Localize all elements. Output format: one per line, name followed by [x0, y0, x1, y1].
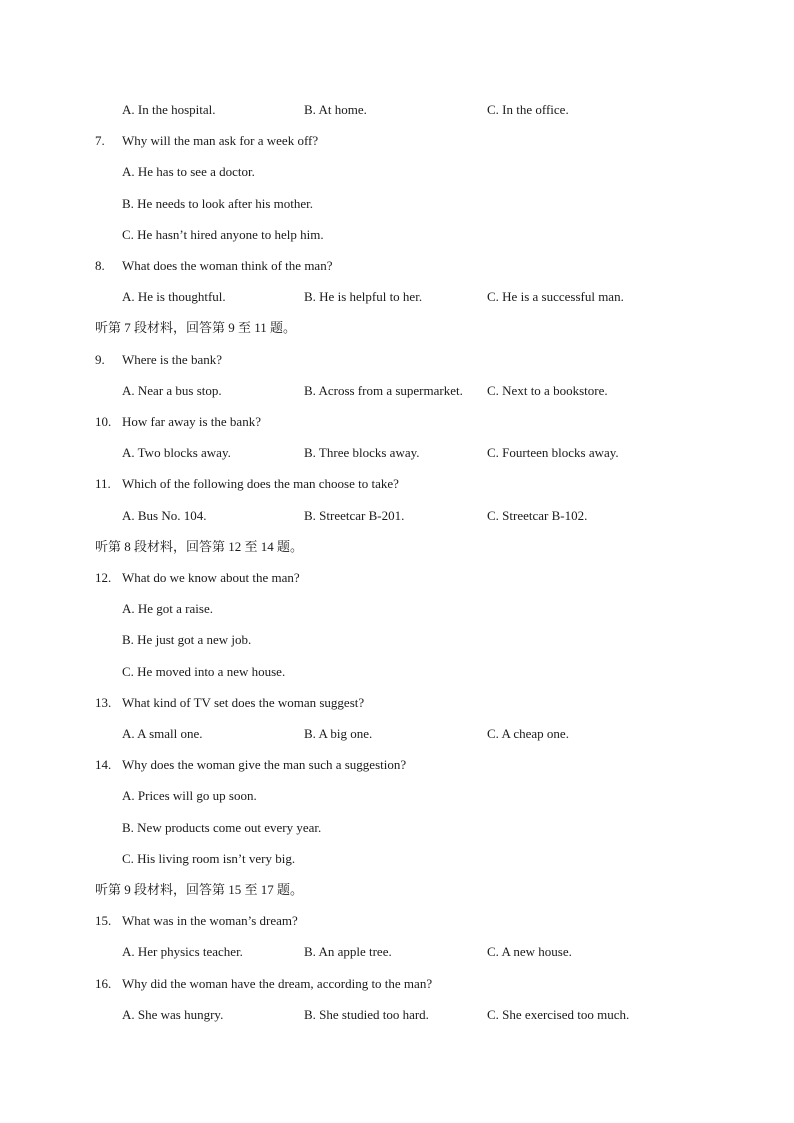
section-heading: 听第 7 段材料，回答第 9 至 11 题。: [95, 320, 297, 335]
option-a: A. A small one.: [122, 726, 203, 741]
question-text: What does the woman think of the man?: [122, 258, 333, 273]
question-text: How far away is the bank?: [122, 414, 261, 429]
option-c: C. Fourteen blocks away.: [487, 445, 619, 460]
question-number: 10.: [95, 414, 112, 429]
question-number: 12.: [95, 570, 112, 585]
option-a: A. Near a bus stop.: [122, 383, 222, 398]
answer-option: C. His living room isn’t very big.: [122, 851, 296, 866]
option-b: B. Streetcar B-201.: [304, 508, 405, 523]
option-b: B. He is helpful to her.: [304, 289, 423, 304]
option-b: B. An apple tree.: [304, 944, 392, 959]
question-number: 11.: [95, 476, 111, 491]
option-c: C. In the office.: [487, 102, 569, 117]
option-c: C. She exercised too much.: [487, 1007, 630, 1022]
option-a: A. He is thoughtful.: [122, 289, 226, 304]
option-a: A. In the hospital.: [122, 102, 216, 117]
answer-option: B. He just got a new job.: [122, 632, 252, 647]
section-heading: 听第 8 段材料，回答第 12 至 14 题。: [95, 539, 304, 554]
answer-option: C. He hasn’t hired anyone to help him.: [122, 227, 324, 242]
answer-option: C. He moved into a new house.: [122, 664, 286, 679]
question-number: 13.: [95, 695, 112, 710]
question-text: What do we know about the man?: [122, 570, 300, 585]
question-text: What kind of TV set does the woman suggest?: [122, 695, 365, 710]
question-text: Where is the bank?: [122, 352, 222, 367]
option-b: B. At home.: [304, 102, 367, 117]
option-a: A. Two blocks away.: [122, 445, 231, 460]
option-a: A. Her physics teacher.: [122, 944, 243, 959]
section-heading: 听第 9 段材料，回答第 15 至 17 题。: [95, 882, 304, 897]
option-b: B. She studied too hard.: [304, 1007, 429, 1022]
option-c: C. He is a successful man.: [487, 289, 624, 304]
question-number: 16.: [95, 976, 112, 991]
question-text: Why does the woman give the man such a suggestion?: [122, 757, 407, 772]
option-c: C. A cheap one.: [487, 726, 569, 741]
answer-option: B. He needs to look after his mother.: [122, 196, 313, 211]
question-text: Why will the man ask for a week off?: [122, 133, 319, 148]
question-number: 15.: [95, 913, 112, 928]
option-a: A. Bus No. 104.: [122, 508, 207, 523]
question-text: What was in the woman’s dream?: [122, 913, 298, 928]
question-number: 7.: [95, 133, 105, 148]
question-number: 14.: [95, 757, 112, 772]
question-number: 8.: [95, 258, 105, 273]
option-a: A. She was hungry.: [122, 1007, 224, 1022]
option-c: C. Streetcar B-102.: [487, 508, 588, 523]
question-text: Which of the following does the man choose to take?: [122, 476, 399, 491]
answer-option: A. He has to see a doctor.: [122, 164, 255, 179]
option-c: C. A new house.: [487, 944, 572, 959]
option-b: B. Three blocks away.: [304, 445, 420, 460]
option-b: B. Across from a supermarket.: [304, 383, 463, 398]
answer-option: A. Prices will go up soon.: [122, 788, 257, 803]
question-text: Why did the woman have the dream, according to the man?: [122, 976, 433, 991]
option-c: C. Next to a bookstore.: [487, 383, 608, 398]
answer-option: A. He got a raise.: [122, 601, 213, 616]
answer-option: B. New products come out every year.: [122, 820, 322, 835]
option-b: B. A big one.: [304, 726, 373, 741]
question-number: 9.: [95, 352, 105, 367]
